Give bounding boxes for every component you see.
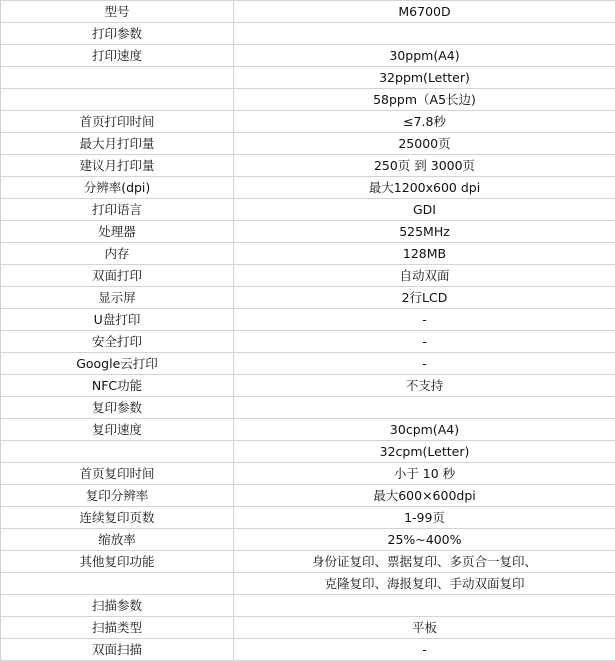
row-label: 双面打印 xyxy=(1,265,234,287)
row-label: 显示屏 xyxy=(1,287,234,309)
table-row xyxy=(1,177,615,199)
spec-table-body xyxy=(1,1,615,661)
table-row xyxy=(1,463,615,485)
row-label: 其他复印功能 xyxy=(1,551,234,573)
row-value: 最大600×600dpi xyxy=(234,485,615,507)
row-value: 身份证复印、票据复印、多页合一复印、 xyxy=(234,551,615,573)
row-label: 型号 xyxy=(1,1,234,23)
table-row xyxy=(1,639,615,661)
row-value: - xyxy=(234,331,615,353)
table-row xyxy=(1,397,615,419)
row-label: 连续复印页数 xyxy=(1,507,234,529)
row-label: 复印参数 xyxy=(1,397,234,419)
row-value: 最大1200x600 dpi xyxy=(234,177,615,199)
row-value: 32ppm(Letter) xyxy=(234,67,615,89)
table-row xyxy=(1,89,615,111)
row-label: 缩放率 xyxy=(1,529,234,551)
table-row xyxy=(1,441,615,463)
table-row xyxy=(1,287,615,309)
row-label: 内存 xyxy=(1,243,234,265)
table-row xyxy=(1,353,615,375)
row-label: 分辨率(dpi) xyxy=(1,177,234,199)
row-value xyxy=(234,23,615,45)
row-value: 128MB xyxy=(234,243,615,265)
table-row xyxy=(1,617,615,639)
row-label xyxy=(1,89,234,111)
row-value: 30ppm(A4) xyxy=(234,45,615,67)
table-row xyxy=(1,133,615,155)
table-row xyxy=(1,375,615,397)
table-row xyxy=(1,485,615,507)
row-label: U盘打印 xyxy=(1,309,234,331)
table-row xyxy=(1,221,615,243)
row-value: 250页 到 3000页 xyxy=(234,155,615,177)
table-row xyxy=(1,331,615,353)
table-row xyxy=(1,67,615,89)
row-label: 打印速度 xyxy=(1,45,234,67)
table-row xyxy=(1,419,615,441)
row-label: 最大月打印量 xyxy=(1,133,234,155)
row-label: NFC功能 xyxy=(1,375,234,397)
table-row xyxy=(1,507,615,529)
table-row xyxy=(1,23,615,45)
row-value: - xyxy=(234,309,615,331)
row-label xyxy=(1,441,234,463)
row-value: 平板 xyxy=(234,617,615,639)
row-label: 扫描参数 xyxy=(1,595,234,617)
row-label: Google云打印 xyxy=(1,353,234,375)
row-value: GDI xyxy=(234,199,615,221)
table-row xyxy=(1,199,615,221)
row-label xyxy=(1,67,234,89)
table-row xyxy=(1,265,615,287)
table-row xyxy=(1,155,615,177)
row-value: 2行LCD xyxy=(234,287,615,309)
row-value: 25%~400% xyxy=(234,529,615,551)
table-row xyxy=(1,595,615,617)
row-label: 复印速度 xyxy=(1,419,234,441)
row-value: 30cpm(A4) xyxy=(234,419,615,441)
row-value: 不支持 xyxy=(234,375,615,397)
row-label: 打印参数 xyxy=(1,23,234,45)
table-row xyxy=(1,243,615,265)
row-value: 58ppm（A5长边) xyxy=(234,89,615,111)
row-label: 安全打印 xyxy=(1,331,234,353)
table-row xyxy=(1,111,615,133)
row-label: 首页复印时间 xyxy=(1,463,234,485)
row-value: 32cpm(Letter) xyxy=(234,441,615,463)
row-label xyxy=(1,573,234,595)
row-label: 建议月打印量 xyxy=(1,155,234,177)
row-label: 双面扫描 xyxy=(1,639,234,661)
table-row xyxy=(1,573,615,595)
row-label: 扫描类型 xyxy=(1,617,234,639)
row-value: - xyxy=(234,353,615,375)
row-value: M6700D xyxy=(234,1,615,23)
table-row xyxy=(1,551,615,573)
row-value: 525MHz xyxy=(234,221,615,243)
row-label: 复印分辨率 xyxy=(1,485,234,507)
row-value: 小于 10 秒 xyxy=(234,463,615,485)
row-value: 1-99页 xyxy=(234,507,615,529)
row-label: 处理器 xyxy=(1,221,234,243)
row-value: - xyxy=(234,639,615,661)
table-row xyxy=(1,1,615,23)
row-value: 自动双面 xyxy=(234,265,615,287)
row-value: 25000页 xyxy=(234,133,615,155)
row-value: ≤7.8秒 xyxy=(234,111,615,133)
table-row xyxy=(1,529,615,551)
row-label: 首页打印时间 xyxy=(1,111,234,133)
row-value xyxy=(234,595,615,617)
table-row xyxy=(1,309,615,331)
table-row xyxy=(1,45,615,67)
row-value xyxy=(234,397,615,419)
row-value: 克隆复印、海报复印、手动双面复印 xyxy=(234,573,615,595)
row-label: 打印语言 xyxy=(1,199,234,221)
